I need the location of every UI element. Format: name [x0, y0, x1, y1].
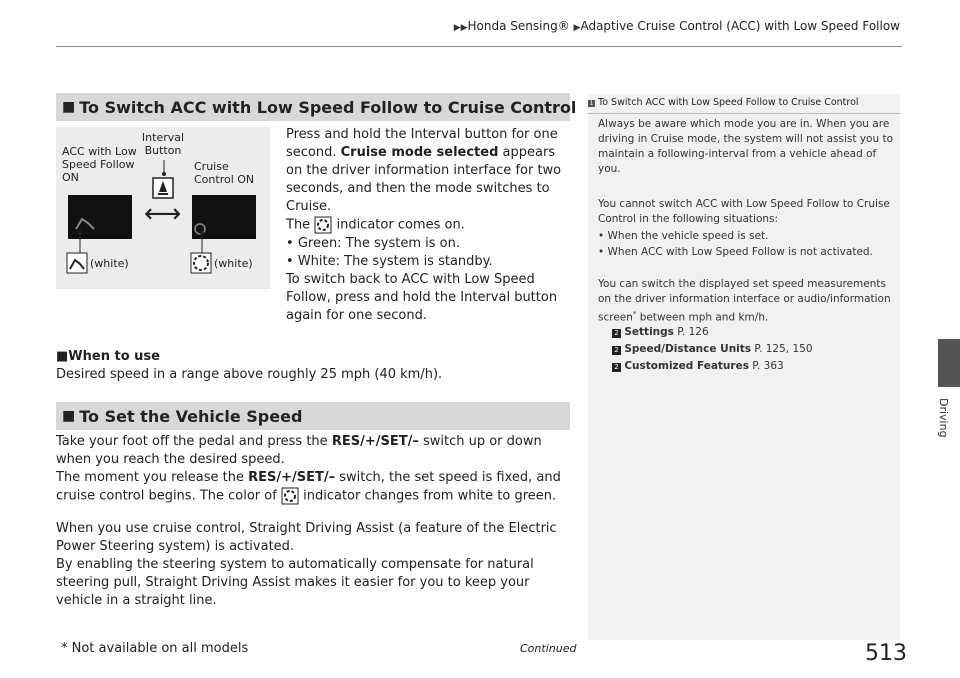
paragraph: To switch back to ACC with Low Speed Follow, press and hold the Interval button again for one second.	[286, 271, 558, 323]
paragraph	[56, 433, 570, 469]
reference-arrow-icon: 2	[612, 363, 621, 372]
sidebar-heading	[588, 97, 859, 108]
reference-arrow-icon: 2	[612, 346, 621, 355]
text: You can switch the displayed set speed measurements on the driver information interface or audio/information screen	[598, 278, 891, 324]
list-item: • Green: The system is on.	[286, 235, 460, 251]
arrow-icon: ▶	[573, 23, 581, 33]
double-arrow-icon: ⟷	[144, 199, 182, 229]
cruise-mode-label: Cruise Control ON	[194, 160, 255, 186]
page-number: 513	[865, 641, 907, 666]
text: Green: The system is on.	[297, 235, 460, 251]
arrow-icon: ▶▶	[453, 23, 468, 33]
paragraph	[286, 216, 570, 235]
text: indicator changes from white to green.	[303, 488, 557, 504]
interval-button-label: Interval Button	[141, 131, 185, 157]
bold-text: RES/+/SET/–	[248, 470, 336, 485]
square-bullet-icon: ■	[56, 349, 69, 364]
paragraph: By enabling the steering system to automatically compensate for natural steering pull, Straight Driving Assist makes it easier for you to keep your vehicle in a straight line.	[56, 556, 534, 608]
reference-page: P. 126	[677, 326, 709, 338]
acc-indicator-icon	[66, 252, 88, 274]
text: indicator comes on.	[336, 217, 465, 233]
square-bullet-icon: ■	[62, 99, 76, 115]
footnote: * Not available on all models	[61, 641, 249, 656]
section-heading	[56, 93, 577, 121]
text: between mph and km/h.	[639, 311, 769, 324]
sidebar-paragraph: Always be aware which mode you are in. When you are driving in Cruise mode, the system will not assist you to maintain a following-interval from a vehicle ahead of you.	[598, 118, 894, 175]
acc-mode-label: ACC with Low Speed Follow ON	[62, 145, 137, 184]
sidebar-list-item: • When ACC with Low Speed Follow is not activated.	[598, 246, 873, 258]
note-icon: 1	[589, 100, 594, 107]
paragraph	[286, 126, 570, 216]
mode-switch-diagram	[56, 127, 270, 289]
text: switch, the set speed is fixed, and cruise control begins. The color of	[56, 470, 561, 504]
text: switch up or down when you reach the desired speed.	[56, 434, 542, 467]
sidebar-heading-text: To Switch ACC with Low Speed Follow to Cruise Control	[598, 97, 859, 108]
chapter-tab-marker	[938, 339, 960, 387]
reference-arrow-icon: 2	[612, 329, 621, 338]
section-heading-text: To Set the Vehicle Speed	[79, 406, 303, 426]
list-item: • White: The system is standby.	[286, 253, 493, 269]
reference-label: Customized Features	[624, 360, 749, 372]
text: When the vehicle speed is set.	[607, 230, 769, 242]
header-divider	[56, 46, 902, 47]
bold-text: Cruise mode selected	[340, 145, 499, 160]
paragraph	[56, 469, 570, 506]
text: appears on the driver information interface for two seconds, and then the mode switches to Cruise.	[286, 145, 562, 214]
text: Take your foot off the pedal and press the	[56, 434, 328, 449]
reference-page: P. 363	[752, 360, 784, 372]
cruise-indicator-icon	[314, 216, 332, 234]
reference-link[interactable]	[612, 325, 908, 340]
bold-text: RES/+/SET/–	[331, 434, 419, 449]
reference-link[interactable]	[612, 342, 908, 357]
breadcrumb-item[interactable]: Honda Sensing®	[467, 19, 570, 33]
text: Press and hold the Interval button for one second.	[286, 127, 558, 160]
text: When ACC with Low Speed Follow is not activated.	[607, 246, 873, 258]
cruise-indicator-icon	[281, 487, 299, 505]
square-bullet-icon: ■	[62, 408, 76, 424]
reference-link[interactable]	[612, 359, 908, 374]
reference-page: P. 125, 150	[754, 343, 813, 355]
cruise-indicator-icon	[190, 252, 212, 274]
reference-label: Speed/Distance Units	[624, 343, 752, 355]
sidebar-paragraph: You cannot switch ACC with Low Speed Follow to Cruise Control in the following situations:	[598, 198, 890, 225]
section1-text	[286, 126, 570, 325]
chapter-tab-label: Driving	[937, 398, 950, 438]
white-label: (white)	[90, 257, 129, 270]
white-label: (white)	[214, 257, 253, 270]
reference-label: Settings	[624, 326, 674, 338]
interval-button-icon	[152, 160, 176, 200]
text: The moment you release the	[56, 470, 244, 485]
sidebar-list-item: • When the vehicle speed is set.	[598, 230, 769, 242]
text: The	[286, 217, 311, 233]
sidebar-divider	[588, 113, 900, 114]
section-heading-text: To Switch ACC with Low Speed Follow to Cruise Control	[79, 97, 577, 117]
breadcrumb	[454, 19, 900, 33]
continued-label: Continued	[520, 642, 577, 655]
paragraph: When you use cruise control, Straight Driving Assist (a feature of the Electric Power Steering system) is activated.	[56, 520, 557, 554]
when-to-use-block	[56, 348, 570, 384]
sidebar-paragraph: You can switch the displayed set speed measurements on the driver information interface or audio/information screen* between mph and km/h.	[598, 278, 891, 324]
text: White: The system is standby.	[297, 253, 493, 269]
section2-text	[56, 433, 570, 610]
section-heading	[56, 402, 570, 430]
subheading	[56, 348, 570, 366]
subheading-text: When to use	[68, 349, 160, 364]
paragraph: Desired speed in a range above roughly 25 mph (40 km/h).	[56, 367, 443, 382]
breadcrumb-item[interactable]: Adaptive Cruise Control (ACC) with Low Speed Follow	[580, 19, 900, 33]
